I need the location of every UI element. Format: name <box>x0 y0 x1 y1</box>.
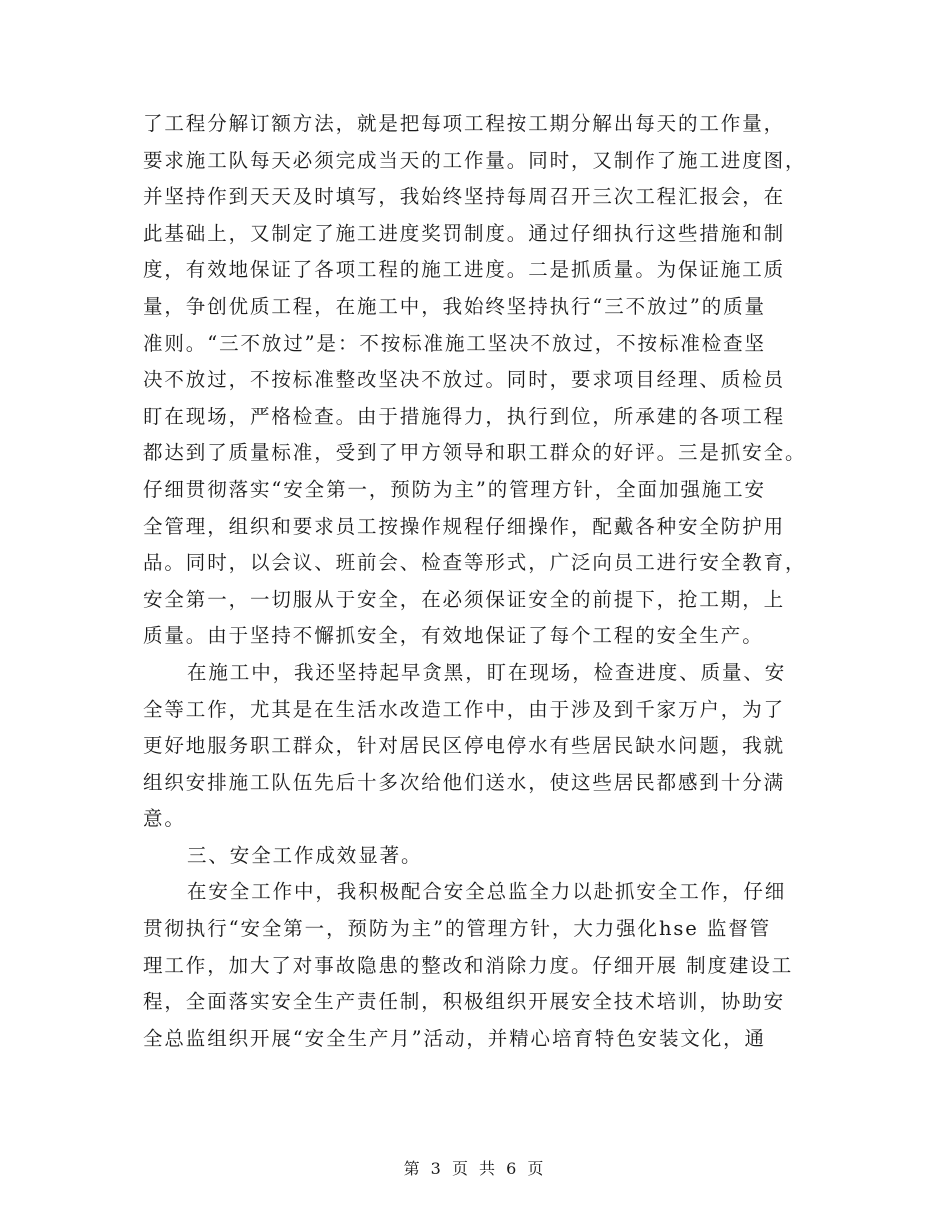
text-line: 意。 <box>143 807 186 831</box>
text-line: 准则。“三不放过”是：不按标准施工坚决不放过，不按标准检查坚 <box>143 331 766 355</box>
text-line: 质量。由于坚持不懈抓安全，有效地保证了每个工程的安全生产。 <box>143 624 764 648</box>
text-line: 决不放过，不按标准整改坚决不放过。同时，要求项目经理、质检员 <box>143 368 786 392</box>
text-line: 盯在现场，严格检查。由于措施得力，执行到位，所承建的各项工程 <box>143 404 786 428</box>
section-heading: 三、安全工作成效显著。 <box>187 843 423 867</box>
text-line: 全等工作，尤其是在生活水改造工作中，由于涉及到千家万户，为了 <box>143 697 786 721</box>
text-line: 理工作，加大了对事故隐患的整改和消除力度。仔细开展 制度建设工 <box>143 953 794 977</box>
text-line: 全总监组织开展“安全生产月”活动，并精心培育特色安装文化，通 <box>143 1026 766 1050</box>
paragraph-start-line: 在施工中，我还坚持起早贪黑，盯在现场，检查进度、质量、安 <box>187 660 787 684</box>
text-line: 都达到了质量标准，受到了甲方领导和职工群众的好评。三是抓安全。 <box>143 441 807 465</box>
text-line: 组织安排施工队伍先后十多次给他们送水，使这些居民都感到十分满 <box>143 770 786 794</box>
text-line: 全管理，组织和要求员工按操作规程仔细操作，配戴各种安全防护用 <box>143 514 786 538</box>
text-line: 安全第一，一切服从于安全，在必须保证安全的前提下，抢工期，上 <box>143 587 786 611</box>
text-line: 了工程分解订额方法，就是把每项工程按工期分解出每天的工作量， <box>143 112 786 135</box>
paragraph-start-line: 在安全工作中，我积极配合安全总监全力以赴抓安全工作，仔细 <box>187 880 787 904</box>
text-line: 度，有效地保证了各项工程的施工进度。二是抓质量。为保证施工质 <box>143 258 786 282</box>
text-line: 此基础上，又制定了施工进度奖罚制度。通过仔细执行这些措施和制 <box>143 221 786 245</box>
text-line: 仔细贯彻落实“安全第一，预防为主”的管理方针，全面加强施工安 <box>143 477 766 501</box>
text-line: 量，争创优质工程，在施工中，我始终坚持执行“三不放过”的质量 <box>143 294 766 318</box>
document-body <box>143 106 823 1057</box>
text-line: 贯彻执行“安全第一，预防为主”的管理方针，大力强化hse 监督管 <box>143 917 772 941</box>
text-line: 并坚持作到天天及时填写，我始终坚持每周召开三次工程汇报会，在 <box>143 185 786 209</box>
text-line: 程，全面落实安全生产责任制，积极组织开展安全技术培训，协助安 <box>143 990 786 1014</box>
text-line: 要求施工队每天必须完成当天的工作量。同时，又制作了施工进度图， <box>143 148 807 172</box>
text-line: 品。同时，以会议、班前会、检查等形式，广泛向员工进行安全教育， <box>143 551 807 575</box>
page-number-footer: 第 3 页 共 6 页 <box>403 1159 547 1178</box>
text-line: 更好地服务职工群众，针对居民区停电停水有些居民缺水问题，我就 <box>143 734 786 758</box>
